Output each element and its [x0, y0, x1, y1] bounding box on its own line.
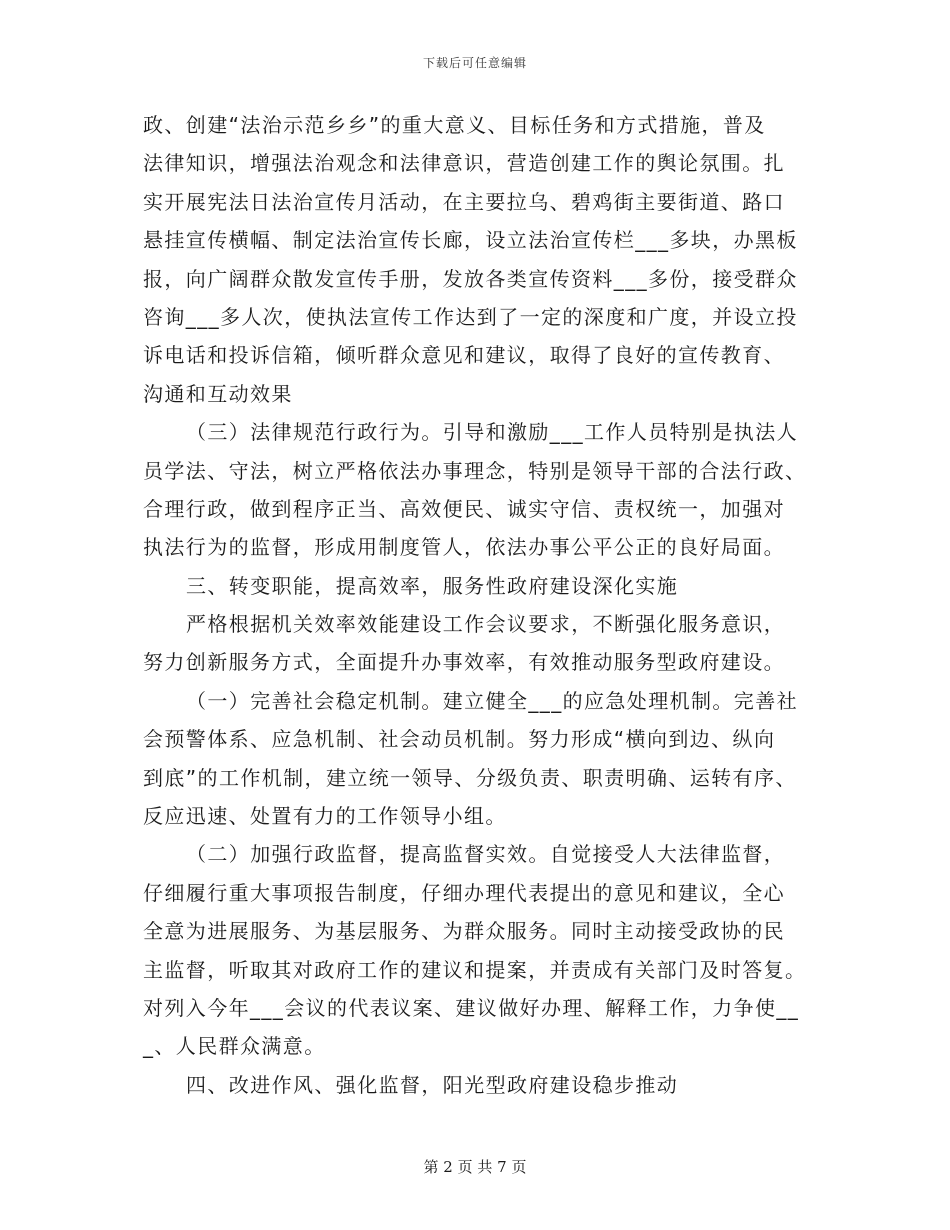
body-line: 员学法、守法，树立严格依法办事理念，特别是领导干部的合法行政、 — [143, 458, 807, 483]
body-line: 全意为进展服务、为基层服务、为群众服务。同时主动接受政协的民 — [143, 919, 785, 944]
body-line: （三）法律规范行政行为。引导和激励___工作人员特别是执法人 — [186, 420, 798, 445]
body-line: 法律知识，增强法治观念和法律意识，营造创建工作的舆论氛围。扎 — [143, 151, 785, 176]
body-line: 合理行政，做到程序正当、高效便民、诚实守信、责权统一，加强对 — [143, 496, 785, 521]
body-line: 执法行为的监督，形成用制度管人，依法办事公平公正的良好局面。 — [143, 535, 785, 560]
body-line: 到底”的工作机制，建立统一领导、分级负责、职责明确、运转有序、 — [143, 765, 797, 790]
body-line: 对列入今年___会议的代表议案、建议做好办理、解释工作，力争使__ — [143, 995, 800, 1020]
body-line: 主监督，听取其对政府工作的建议和提案，并责成有关部门及时答复。 — [143, 957, 807, 982]
body-line: （一）完善社会稳定机制。建立健全___的应急处理机制。完善社 — [186, 688, 798, 713]
document-body — [143, 106, 815, 1104]
section-heading: 四、改进作风、强化监督，阳光型政府建设稳步推动 — [186, 1072, 679, 1097]
body-line: 会预警体系、应急机制、社会动员机制。努力形成“横向到边、纵向 — [143, 727, 776, 752]
body-line: 政、创建“法治示范乡乡”的重大意义、目标任务和方式措施，普及 — [143, 113, 766, 137]
body-line: 悬挂宣传横幅、制定法治宣传长廊，设立法治宣传栏___多块，办黑板 — [143, 228, 798, 253]
page-number: 第 2 页 共 7 页 — [423, 1158, 527, 1176]
body-line: 报，向广阔群众散发宣传手册，发放各类宣传资料___多份，接受群众 — [143, 266, 798, 291]
body-line: 实开展宪法日法治宣传月活动，在主要拉乌、碧鸡街主要街道、路口 — [143, 189, 785, 214]
body-line: 仔细履行重大事项报告制度，仔细办理代表提出的意见和建议，全心 — [143, 880, 785, 905]
section-heading: 三、转变职能，提高效率，服务性政府建设深化实施 — [186, 573, 679, 598]
body-line: 沟通和互动效果 — [143, 381, 293, 406]
page-header: 下载后可任意编辑 — [422, 56, 527, 70]
body-line: 努力创新服务方式，全面提升办事效率，有效推动服务型政府建设。 — [143, 650, 785, 675]
body-line: 反应迅速、处置有力的工作领导小组。 — [143, 804, 507, 829]
body-line: 严格根据机关效率效能建设工作会议要求，不断强化服务意识， — [186, 612, 786, 637]
body-line: 咨询___多人次，使执法宣传工作达到了一定的深度和广度，并设立投 — [143, 304, 798, 329]
body-line: _、人民群众满意。 — [143, 1034, 326, 1059]
body-line: 诉电话和投诉信箱，倾听群众意见和建议，取得了良好的宣传教育、 — [143, 343, 785, 368]
body-line: （二）加强行政监督，提高监督实效。自觉接受人大法律监督， — [186, 842, 786, 867]
